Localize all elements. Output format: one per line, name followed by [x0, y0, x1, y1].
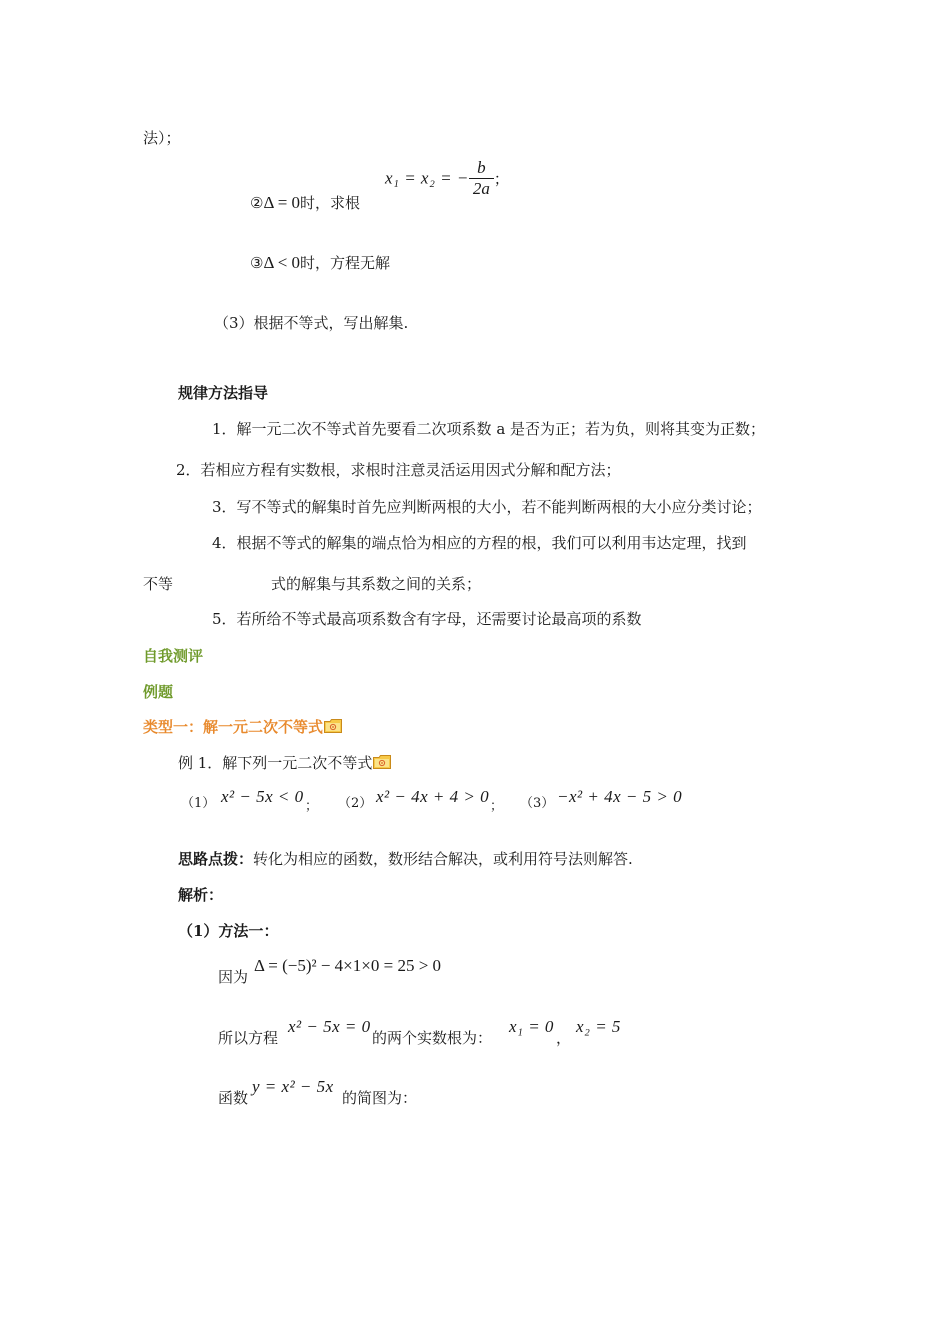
- hint-label: 思路点拨：: [178, 850, 254, 868]
- type-one-heading: [143, 716, 342, 737]
- type-one-title: 类型一：解一元二次不等式: [143, 718, 324, 736]
- case-delta-zero-text: 时，求根: [300, 194, 361, 212]
- function-suffix: 的简图为：: [342, 1089, 418, 1107]
- folder-icon[interactable]: [373, 755, 391, 769]
- problem-1-label: （1）: [181, 796, 216, 811]
- delta-zero-math: Δ = 0: [263, 193, 301, 212]
- guide-item-4: 4．根据不等式的解集的端点恰为相应的方程的根，我们可以利用韦达定理，找到: [212, 534, 747, 552]
- case-delta-zero: [250, 192, 360, 213]
- equation-math: x² − 5x = 0: [288, 1017, 371, 1036]
- roots-comma: ，: [556, 1029, 572, 1047]
- root-fraction-numerator: b: [469, 158, 494, 179]
- because-label: 因为: [218, 968, 249, 986]
- hint-row: [178, 848, 633, 869]
- guide-item-5: 5．若所给不等式最高项系数含有字母，还需要讨论最高项的系数: [212, 610, 642, 628]
- so-equation-mid: 的两个实数根为：: [372, 1029, 493, 1047]
- problem-2-math: x² − 4x + 4 > 0: [376, 787, 490, 806]
- solution-method-1: （1）方法一：: [178, 922, 279, 940]
- root-formula: [385, 158, 509, 199]
- root-formula-lhs: x₁ = x₂ = −: [385, 168, 469, 188]
- case-delta-negative-text: 时，方程无解: [300, 254, 391, 272]
- guide-item-4-cont-b: 式的解集与其系数之间的关系；: [271, 575, 482, 593]
- section-self-test: 自我测评: [143, 647, 204, 665]
- guide-item-4-cont-a: 不等: [143, 575, 174, 593]
- problem-3-label: （3）: [520, 796, 555, 811]
- problem-1-sep: ；: [305, 799, 319, 814]
- root-fraction-denominator: 2a: [472, 179, 490, 198]
- guide-item-2: 2．若相应方程有实数根，求根时注意灵活运用因式分解和配方法；: [176, 461, 621, 479]
- function-math: y = x² − 5x: [252, 1077, 334, 1096]
- hint-text: 转化为相应的函数，数形结合解决，或利用符号法则解答.: [253, 850, 633, 868]
- function-prefix: 函数: [218, 1089, 249, 1107]
- problem-2-label: （2）: [338, 796, 373, 811]
- root-x1: x₁ = 0: [509, 1017, 554, 1036]
- circled-two: ②: [250, 194, 264, 212]
- problem-2-sep: ；: [490, 799, 504, 814]
- problem-1-math: x² − 5x < 0: [221, 787, 304, 806]
- case-delta-negative: [250, 252, 390, 273]
- example-1-title: 例 1．解下列一元二次不等式: [178, 754, 373, 772]
- root-fraction: [469, 158, 494, 199]
- example-1-title-row: [178, 752, 391, 773]
- delta-negative-math: Δ < 0: [263, 253, 301, 272]
- guide-heading: 规律方法指导: [178, 384, 269, 402]
- delta-computation: Δ = (−5)² − 4×1×0 = 25 > 0: [254, 956, 442, 975]
- folder-icon[interactable]: [324, 719, 342, 733]
- guide-item-3: 3．写不等式的解集时首先应判断两根的大小，若不能判断两根的大小应分类讨论；: [212, 498, 762, 516]
- root-x2: x₂ = 5: [576, 1017, 621, 1036]
- circled-three: ③: [250, 254, 264, 272]
- problem-3-math: −x² + 4x − 5 > 0: [557, 787, 683, 806]
- root-formula-end: ；: [493, 170, 509, 188]
- text-line-fa: 法）；: [143, 129, 181, 147]
- so-equation-prefix: 所以方程: [218, 1029, 279, 1047]
- step-three: （3）根据不等式，写出解集.: [214, 314, 409, 332]
- solution-label: 解析：: [178, 886, 224, 904]
- section-examples: 例题: [143, 683, 174, 701]
- guide-item-1: 1．解一元二次不等式首先要看二次项系数 a 是否为正；若为负，则将其变为正数；: [212, 420, 766, 438]
